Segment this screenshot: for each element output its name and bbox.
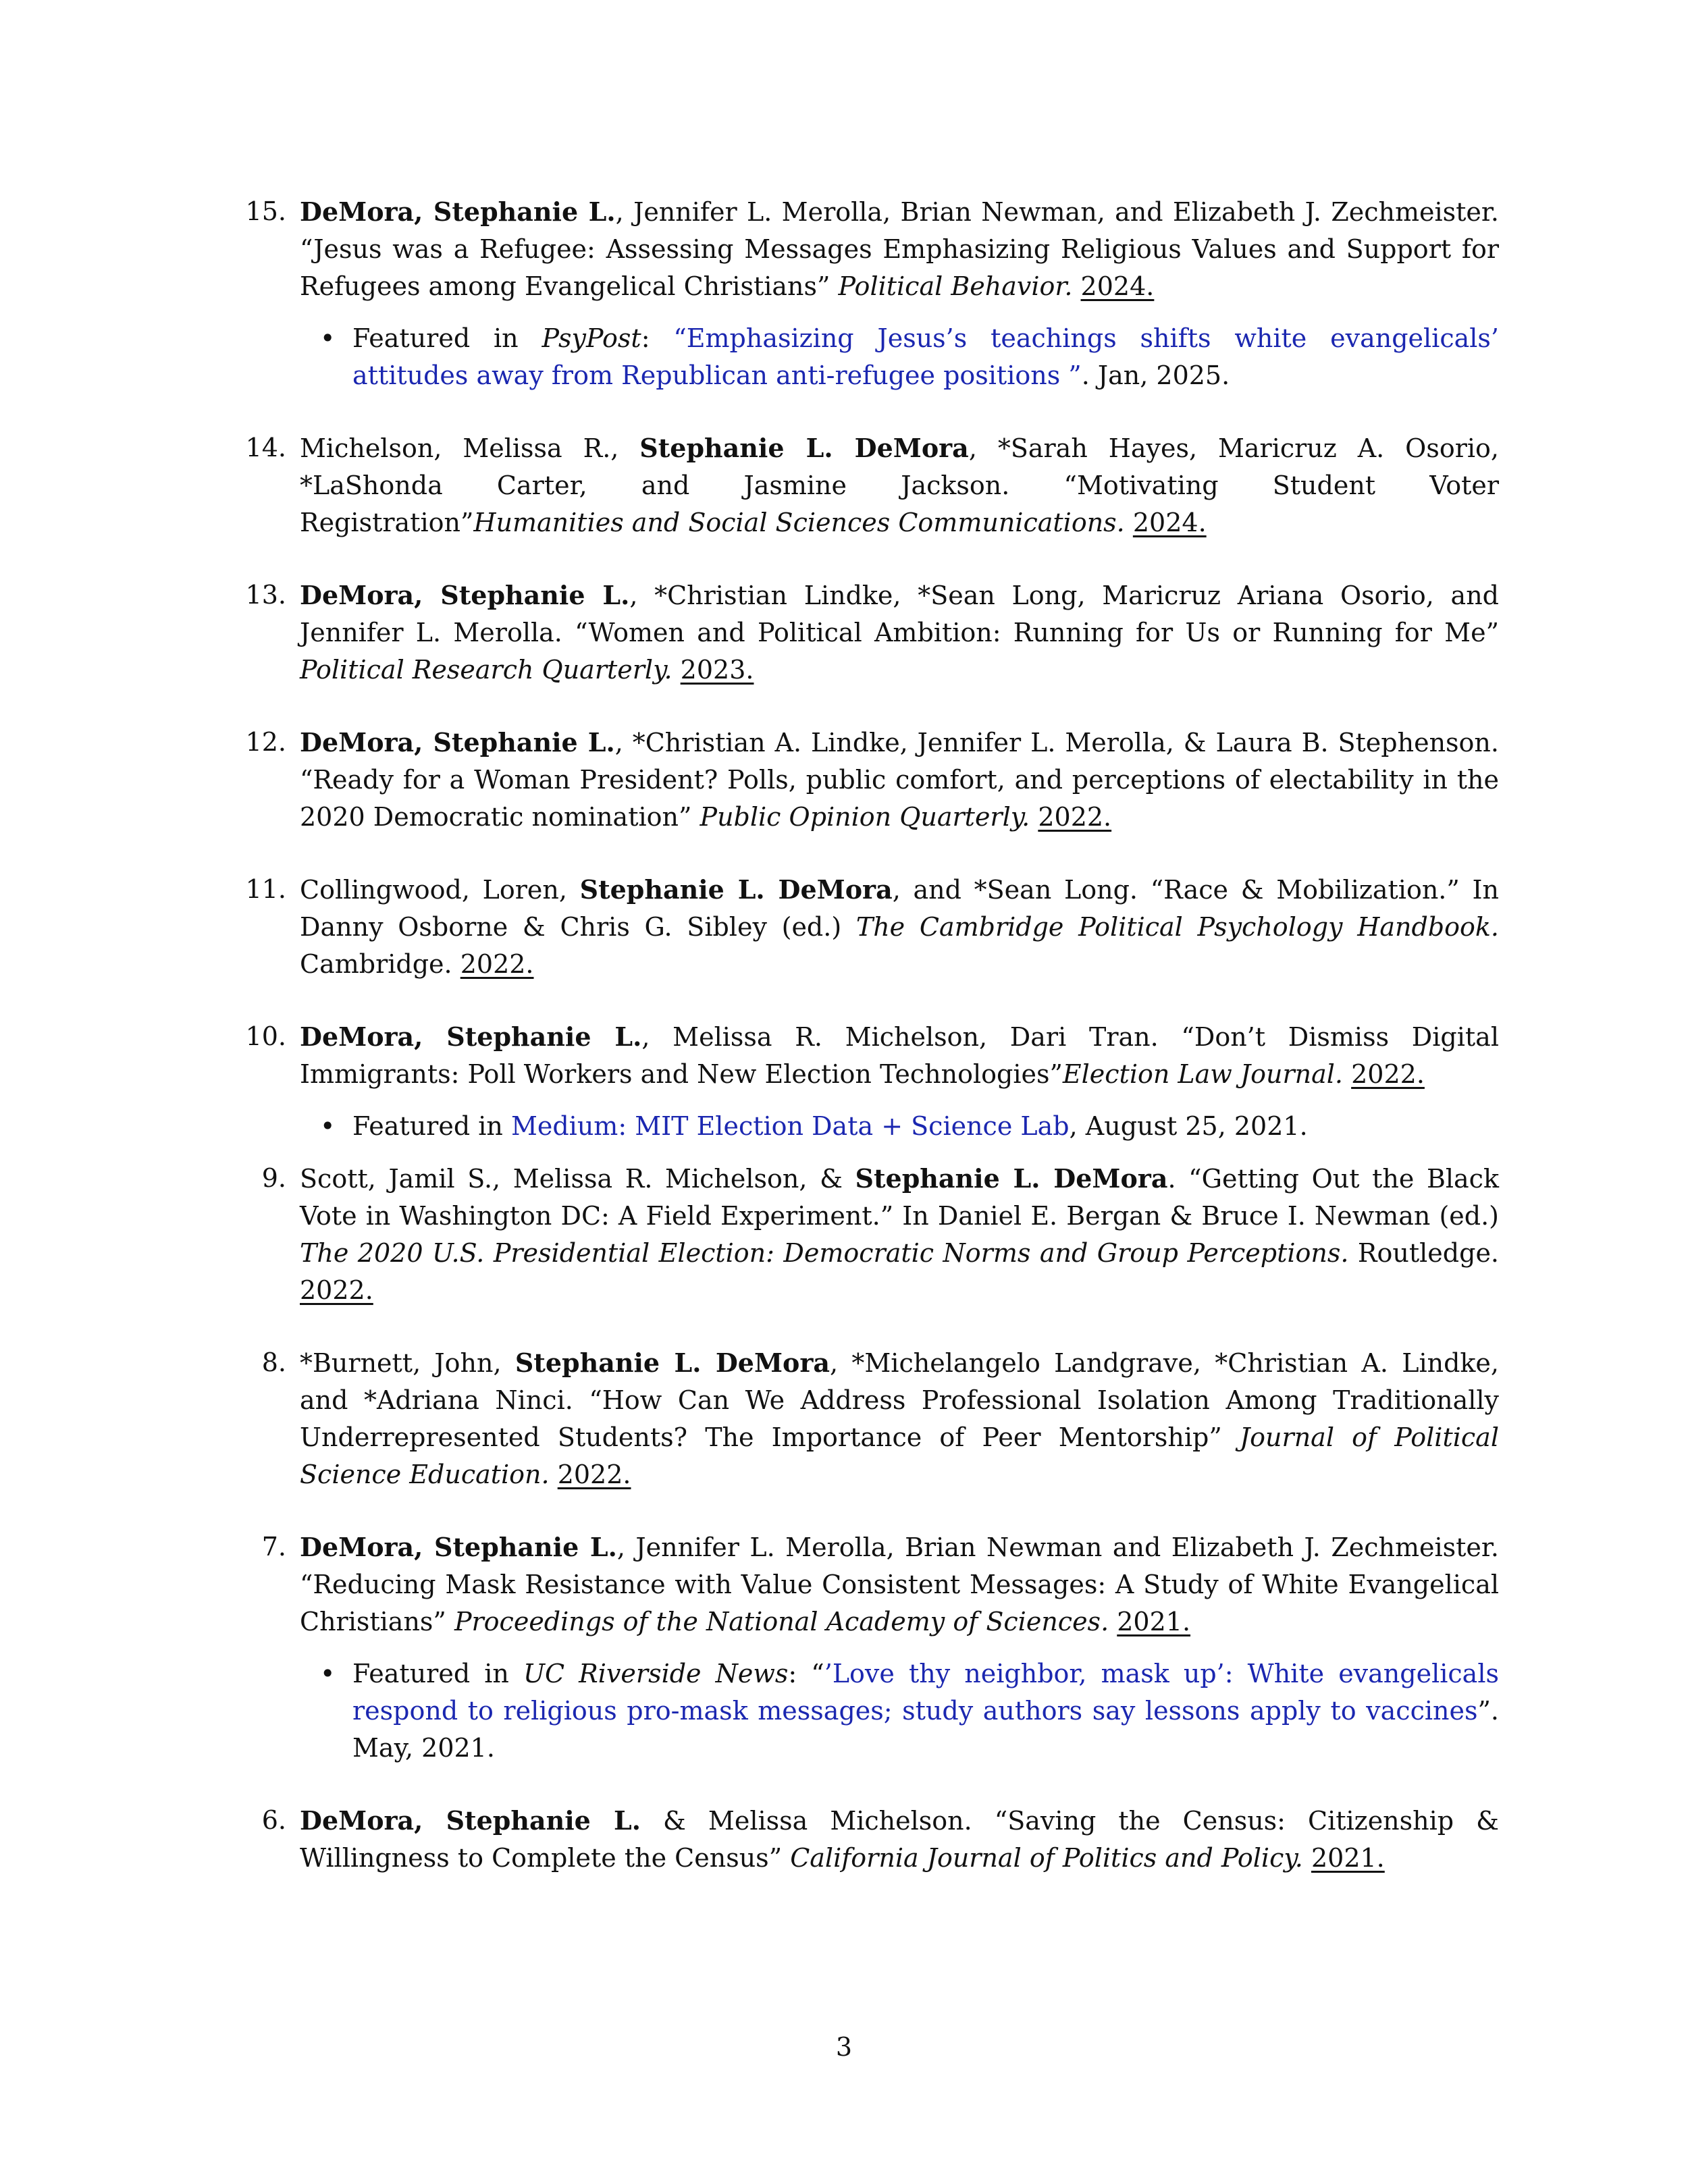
entry-number: 12.	[245, 727, 286, 757]
author-self: DeMora, Stephanie L.	[300, 1021, 642, 1052]
publication-year-link[interactable]: 2022.	[1351, 1059, 1425, 1089]
journal-name: Public Opinion Quarterly.	[700, 802, 1030, 832]
publication-year-link[interactable]: 2022.	[557, 1460, 631, 1489]
publication-entry	[230, 1344, 1499, 1493]
publication-entry	[230, 1160, 1499, 1309]
authors: , *Michelangelo Landgrave, *Christian A. Lindke, and *Adriana Ninci.	[300, 1348, 1500, 1415]
authors: Michelson, Melissa R.,	[300, 433, 640, 463]
article-title: “How Can We Address Professional Isolation Among Traditionally Underrepresented Students? The Importance of Peer Mentorship”	[300, 1385, 1499, 1452]
authors: , Jennifer L. Merolla, Brian Newman and Elizabeth J. Zechmeister.	[616, 1533, 1499, 1562]
feature-separator: :	[641, 323, 674, 353]
publication-year-link[interactable]: 2021.	[1117, 1607, 1191, 1636]
journal-name: Political Behavior.	[838, 271, 1073, 301]
feature-prefix: Featured in	[352, 1111, 511, 1141]
authors: , and *Sean Long.	[892, 875, 1138, 905]
publication-year-link[interactable]: 2024.	[1132, 508, 1207, 537]
entry-number: 6.	[261, 1805, 286, 1835]
book-title: The 2020 U.S. Presidential Election: Democratic Norms and Group Perceptions.	[300, 1238, 1349, 1268]
feature-date: , August 25, 2021.	[1069, 1111, 1308, 1141]
journal-name: California Journal of Politics and Policy.	[790, 1843, 1303, 1873]
bullet-icon: •	[320, 323, 336, 353]
journal-name: Journal of Political Science Education.	[300, 1422, 1499, 1489]
article-title: “Ready for a Woman President? Polls, public comfort, and perceptions of electability in the 2020 Democratic nomination”	[300, 765, 1499, 832]
authors: , Melissa R. Michelson, Dari Tran.	[641, 1022, 1159, 1052]
article-title: “Women and Political Ambition: Running for Us or Running for Me”	[562, 618, 1500, 647]
entry-number: 14.	[245, 433, 286, 462]
authors: Scott, Jamil S., Melissa R. Michelson, &	[300, 1164, 855, 1194]
entry-number: 10.	[245, 1021, 286, 1051]
publication-entry	[230, 871, 1499, 983]
authors: , Jennifer L. Merolla, Brian Newman, and Elizabeth J. Zechmeister.	[615, 197, 1499, 227]
journal-name: Political Research Quarterly.	[300, 655, 672, 685]
publication-entry	[230, 1018, 1499, 1145]
author-self: DeMora, Stephanie L.	[300, 1805, 641, 1836]
chapter-title: “Getting Out the Black Vote in Washington DC: A Field Experiment.” In Daniel E. Bergan & Bruce I. Newman (ed.)	[300, 1164, 1499, 1231]
entry-number: 15.	[245, 196, 286, 226]
authors: Collingwood, Loren,	[300, 875, 580, 905]
feature-article-link[interactable]: ’Love thy neighbor, mask up’: White evangelicals respond to religious pro-mask messages; study authors say lessons apply to vaccines	[352, 1659, 1499, 1726]
publication-year-link[interactable]: 2024.	[1080, 271, 1155, 301]
publication-entry	[230, 577, 1499, 689]
feature-separator: : “	[788, 1659, 824, 1688]
publisher: Routledge.	[1348, 1238, 1500, 1268]
publication-entry	[230, 724, 1499, 836]
authors: , *Christian Lindke, *Sean Long, Maricruz Ariana Osorio, and Jennifer L. Merolla.	[300, 581, 1499, 647]
entry-number: 7.	[261, 1532, 286, 1562]
journal-name: Election Law Journal.	[1062, 1059, 1344, 1089]
feature-outlet: UC Riverside News	[523, 1659, 789, 1688]
author-self: Stephanie L. DeMora	[639, 433, 969, 463]
entry-number: 9.	[261, 1163, 286, 1193]
authors: *Burnett, John,	[300, 1348, 515, 1378]
feature-article-link[interactable]: Medium: MIT Election Data + Science Lab	[510, 1111, 1070, 1141]
feature-prefix: Featured in	[352, 323, 542, 353]
media-feature	[300, 1655, 1499, 1767]
publication-year-link[interactable]: 2022.	[1038, 802, 1112, 832]
publication-year-link[interactable]: 2023.	[680, 655, 754, 685]
article-title: “Don’t Dismiss Digital Immigrants: Poll Workers and New Election Technologies”	[300, 1022, 1499, 1089]
author-self: Stephanie L. DeMora	[579, 874, 893, 905]
authors: , *Christian A. Lindke, Jennifer L. Merolla, & Laura B. Stephenson.	[614, 728, 1499, 757]
feature-outlet: PsyPost	[542, 323, 641, 353]
author-self: Stephanie L. DeMora	[515, 1348, 830, 1378]
publication-year-link[interactable]: 2022.	[300, 1275, 373, 1305]
bullet-icon: •	[320, 1111, 336, 1141]
article-title: “Motivating Student Voter Registration”	[300, 471, 1500, 537]
publication-entry	[230, 1802, 1499, 1877]
journal-name: Proceedings of the National Academy of Sciences.	[454, 1607, 1109, 1636]
publication-entry	[230, 1528, 1499, 1767]
feature-article-link[interactable]: “Emphasizing Jesus’s teachings shifts white evangelicals’ attitudes away from Republican anti-refugee positions ”	[352, 323, 1499, 390]
bullet-icon: •	[320, 1659, 336, 1688]
article-title: “Jesus was a Refugee: Assessing Messages Emphasizing Religious Values and Support for Refugees among Evangelical Christians”	[300, 234, 1499, 301]
article-title: “Reducing Mask Resistance with Value Consistent Messages: A Study of White Evangelical Christians”	[300, 1570, 1499, 1636]
publication-year-link[interactable]: 2022.	[460, 949, 534, 979]
feature-date: . Jan, 2025.	[1081, 361, 1230, 390]
publication-list	[230, 193, 1499, 1912]
author-self: DeMora, Stephanie L.	[300, 1532, 617, 1562]
journal-name: Humanities and Social Sciences Communications.	[473, 508, 1125, 537]
book-title: The Cambridge Political Psychology Handbook.	[855, 912, 1499, 942]
feature-date: ”. May, 2021.	[352, 1696, 1499, 1763]
entry-number: 11.	[245, 874, 286, 904]
media-feature	[300, 1108, 1499, 1145]
publication-year-link[interactable]: 2021.	[1311, 1843, 1385, 1873]
entry-number: 8.	[261, 1348, 286, 1377]
publication-entry	[230, 429, 1499, 541]
authors: & Melissa Michelson.	[641, 1806, 972, 1836]
authors: .	[1167, 1164, 1176, 1194]
author-self: DeMora, Stephanie L.	[300, 196, 616, 227]
author-self: DeMora, Stephanie L.	[300, 580, 630, 610]
media-feature	[300, 320, 1499, 394]
feature-prefix: Featured in	[352, 1659, 523, 1688]
author-self: Stephanie L. DeMora	[855, 1163, 1168, 1194]
page-number: 3	[835, 2032, 853, 2062]
author-self: DeMora, Stephanie L.	[300, 727, 615, 757]
article-title: “Saving the Census: Citizenship & Willingness to Complete the Census”	[300, 1806, 1499, 1873]
publisher: Cambridge.	[300, 949, 460, 979]
chapter-title: “Race & Mobilization.” In Danny Osborne & Chris G. Sibley (ed.)	[300, 875, 1499, 942]
publication-entry	[230, 193, 1499, 394]
authors: , *Sarah Hayes, Maricruz A. Osorio, *LaShonda Carter, and Jasmine Jackson.	[300, 433, 1499, 500]
entry-number: 13.	[245, 580, 286, 610]
